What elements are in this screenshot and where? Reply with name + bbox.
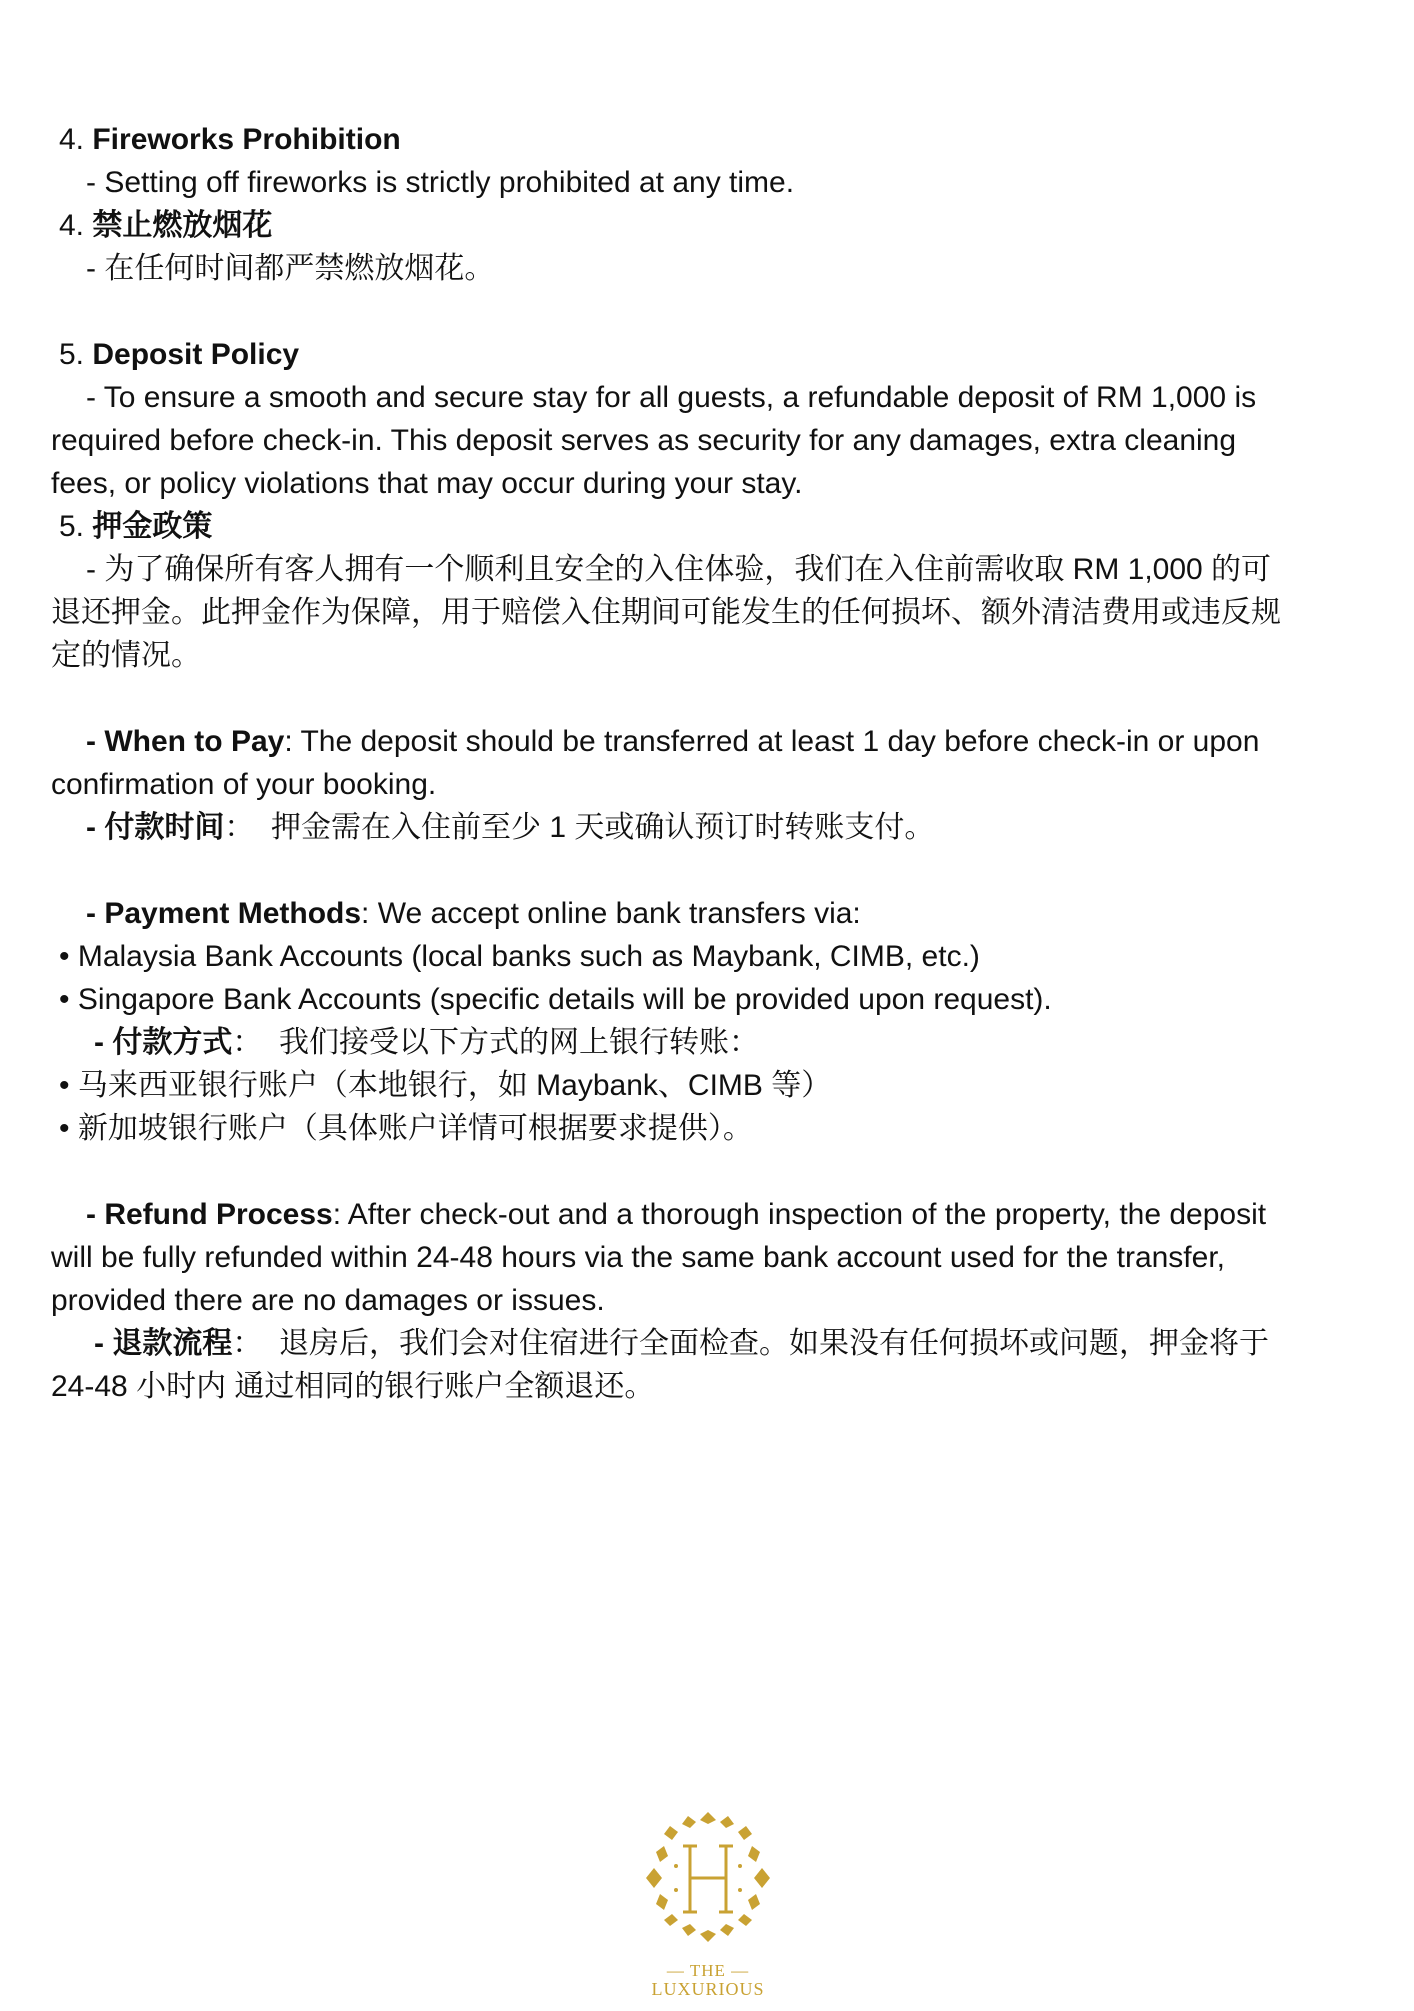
- refund-process-label-zh: - 退款流程: [94, 1327, 233, 1360]
- when-to-pay-text: : The deposit should be transferred at least 1 day before check-in or upon: [284, 725, 1260, 758]
- section-5-body-zh-line1: - 为了确保所有客人拥有一个顺利且安全的入住体验，我们在入住前需收取 RM 1,000 的可: [86, 553, 1272, 586]
- section-4-body-zh: - 在任何时间都严禁燃放烟花。: [86, 252, 495, 285]
- when-to-pay-zh: [51, 806, 1361, 849]
- section-4-heading-en: [51, 118, 1361, 161]
- logo-emblem-icon: [636, 1808, 780, 1948]
- section-5-body-zh-line3: 定的情况。: [51, 639, 201, 672]
- section-5-heading-en: [51, 333, 1361, 376]
- payment-methods-text: : We accept online bank transfers via:: [361, 897, 861, 930]
- payment-methods-text-zh: ： 我们接受以下方式的网上银行转账：: [232, 1026, 759, 1059]
- payment-methods-label: - Payment Methods: [86, 897, 362, 930]
- when-to-pay-label: - When to Pay: [86, 725, 285, 758]
- list-item: • Singapore Bank Accounts (specific details will be provided upon request).: [59, 983, 1052, 1016]
- refund-process-zh-line2: 24-48 小时内 通过相同的银行账户全额退还。: [51, 1370, 655, 1403]
- brand-logo: [636, 1808, 780, 1999]
- refund-process-text-zh: ： 退房后，我们会对住宿进行全面检查。如果没有任何损坏或问题，押金将于: [232, 1327, 1269, 1360]
- list-item: • 马来西亚银行账户（本地银行，如 Maybank、CIMB 等）: [59, 1069, 832, 1102]
- section-4-heading-zh: [51, 204, 1361, 247]
- section-number: 4.: [59, 123, 93, 156]
- when-to-pay-en-line2: confirmation of your booking.: [51, 768, 437, 801]
- refund-process-en: [51, 1193, 1361, 1236]
- list-item: • 新加坡银行账户（具体账户详情可根据要求提供）。: [59, 1112, 753, 1145]
- refund-process-zh: [51, 1322, 1361, 1365]
- section-number: 5.: [59, 338, 93, 371]
- section-5-heading-zh: [51, 505, 1361, 548]
- refund-process-en-line3: provided there are no damages or issues.: [51, 1284, 605, 1317]
- payment-methods-label-zh: - 付款方式: [94, 1026, 233, 1059]
- logo-text-the: — THE —: [666, 1961, 750, 1980]
- when-to-pay-text-zh: ： 押金需在入住前至少 1 天或确认预订时转账支付。: [224, 811, 935, 844]
- section-title: Fireworks Prohibition: [92, 123, 401, 156]
- payment-methods-zh: [51, 1021, 1361, 1064]
- refund-process-label: - Refund Process: [86, 1198, 333, 1231]
- policy-content: [51, 118, 1361, 1408]
- section-title: 押金政策: [92, 510, 213, 543]
- when-to-pay-label-zh: - 付款时间: [86, 811, 225, 844]
- payment-methods-en: [51, 892, 1361, 935]
- section-number: 4.: [59, 209, 93, 242]
- section-4-body-en: - Setting off fireworks is strictly prohibited at any time.: [86, 166, 795, 199]
- section-title: Deposit Policy: [92, 338, 300, 371]
- section-5-body-zh-line2: 退还押金。此押金作为保障，用于赔偿入住期间可能发生的任何损坏、额外清洁费用或违反规: [51, 596, 1281, 629]
- list-item: • Malaysia Bank Accounts (local banks such as Maybank, CIMB, etc.): [59, 940, 980, 973]
- section-title: 禁止燃放烟花: [92, 209, 273, 242]
- when-to-pay-en: [51, 720, 1361, 763]
- refund-process-text: : After check-out and a thorough inspection of the property, the deposit: [332, 1198, 1267, 1231]
- section-number: 5.: [59, 510, 93, 543]
- logo-text-luxurious: LUXURIOUS: [651, 1979, 765, 1999]
- section-5-body-en-line1: - To ensure a smooth and secure stay for all guests, a refundable deposit of RM 1,000 is: [86, 381, 1257, 414]
- section-5-body-en-line2: required before check-in. This deposit serves as security for any damages, extra cleaning: [51, 424, 1237, 457]
- refund-process-en-line2: will be fully refunded within 24-48 hours via the same bank account used for the transfer,: [51, 1241, 1225, 1274]
- section-5-body-en-line3: fees, or policy violations that may occur during your stay.: [51, 467, 803, 500]
